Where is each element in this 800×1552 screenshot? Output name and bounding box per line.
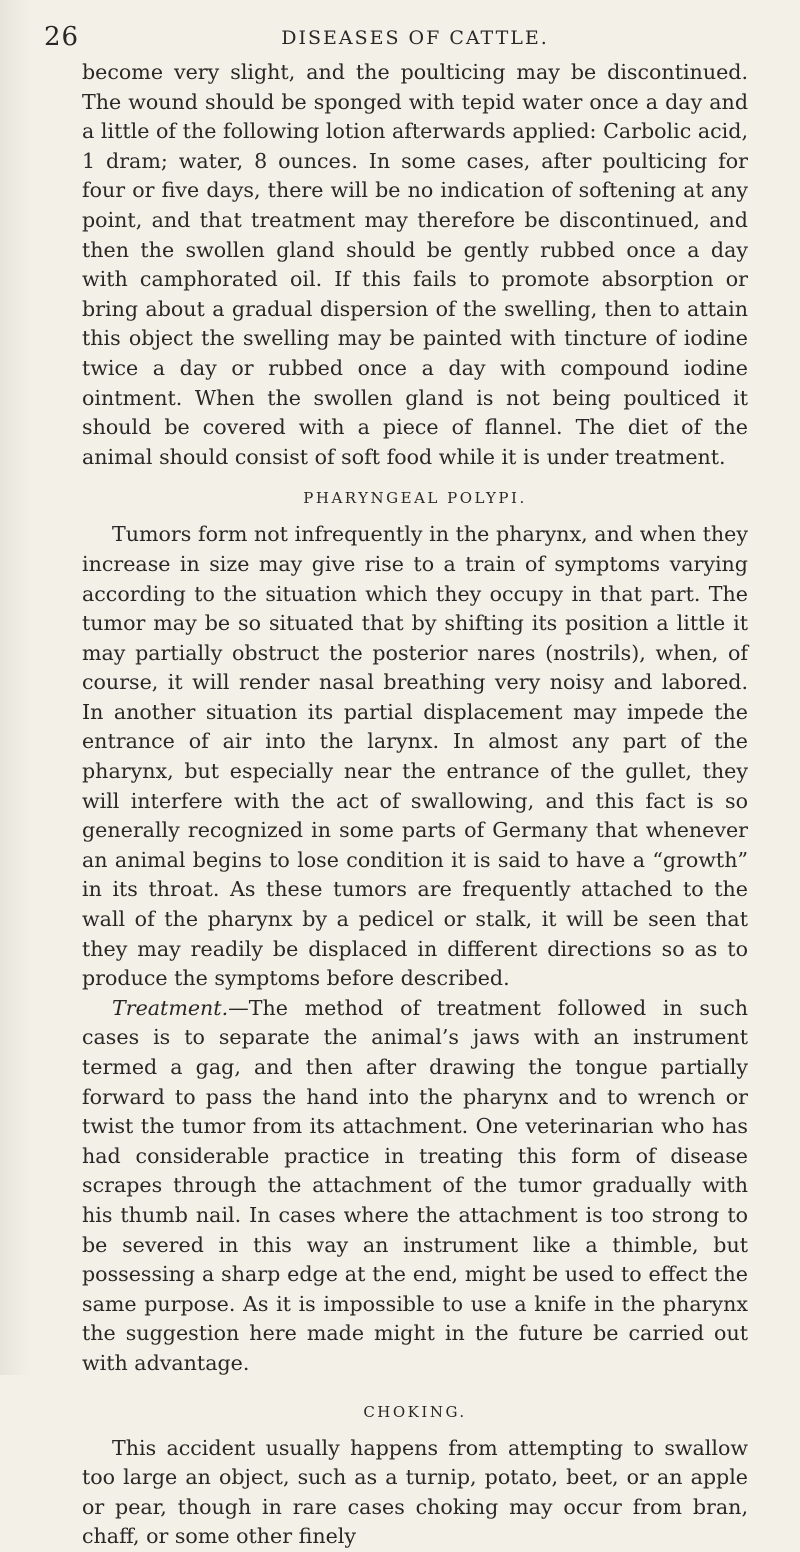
- page-number: 26: [44, 22, 80, 52]
- section-heading-choking: CHOKING.: [363, 1402, 467, 1421]
- running-head: [44, 0, 748, 58]
- treatment-text: —The method of treatment followed in such cases is to separate the animal’s jaws with an instrument termed a gag, and then after drawing the tongue partially forward to pass the hand into the pharynx and to wrench or twist the tumor from its attachment. One veterinarian who has had considerable practice in treating this form of disease scrapes through the attachment of the tumor gradually with his thumb nail. In cases where the attachment is too strong to be severed in this way an instrument like a thimble, but possessing a sharp edge at the end, might be used to effect the same purpose. As it is impossible to use a knife in the pharynx the suggestion here made might in the future be carried out with advantage.: [82, 995, 748, 1375]
- section-heading-pharyngeal-polypi: PHARYNGEAL POLYPI.: [303, 489, 527, 508]
- paragraph-pharyngeal-polypi: Tumors form not infrequently in the pharynx, and when they increase in size may give rise to a train of symptoms varying according to the situation which they occupy in that part. The tumor may be so situated that by shifting its position a little it may partially obstruct the posterior nares (nostrils), when, of course, it will render nasal breathing very noisy and labored. In another situation its partial displacement may impede the entrance of air into the larynx. In almost any part of the pharynx, but especially near the entrance of the gullet, they will interfere with the act of swallowing, and this fact is so generally recognized in some parts of Germany that whenever an animal begins to lose condition it is said to have a “growth” in its throat. As these tumors are frequently attached to the wall of the pharynx by a pedicel or stalk, it will be seen that they may readily be displaced in different directions so as to produce the symptoms before described.: [82, 522, 748, 991]
- treatment-label: Treatment.: [112, 995, 229, 1020]
- running-title: DISEASES OF CATTLE.: [281, 27, 549, 49]
- paragraph-choking: This accident usually happens from attempting to swallow too large an object, such as a turnip, potato, beet, or an apple or pear, though in rare cases choking may occur from bran, chaff, or some other finely: [82, 1435, 748, 1549]
- paragraph-continued: become very slight, and the poulticing may be discontinued. The wound should be sponged with tepid water once a day and a little of the following lotion afterwards applied: Carbolic acid, 1 dram; water, 8 ounces. In some cases, after poulticing for four or five days, there will be no indication of softening at any point, and that treatment may therefore be discontinued, and then the swollen gland should be gently rubbed once a day with camphorated oil. If this fails to promote absorption or bring about a gradual dispersion of the swelling, then to attain this object the swelling may be painted with tincture of iodine twice a day or rubbed once a day with compound iodine ointment. When the swollen gland is not being poulticed it should be covered with a piece of flannel. The diet of the animal should consist of soft food while it is under treatment.: [82, 60, 748, 469]
- paragraph-treatment: [82, 994, 748, 1379]
